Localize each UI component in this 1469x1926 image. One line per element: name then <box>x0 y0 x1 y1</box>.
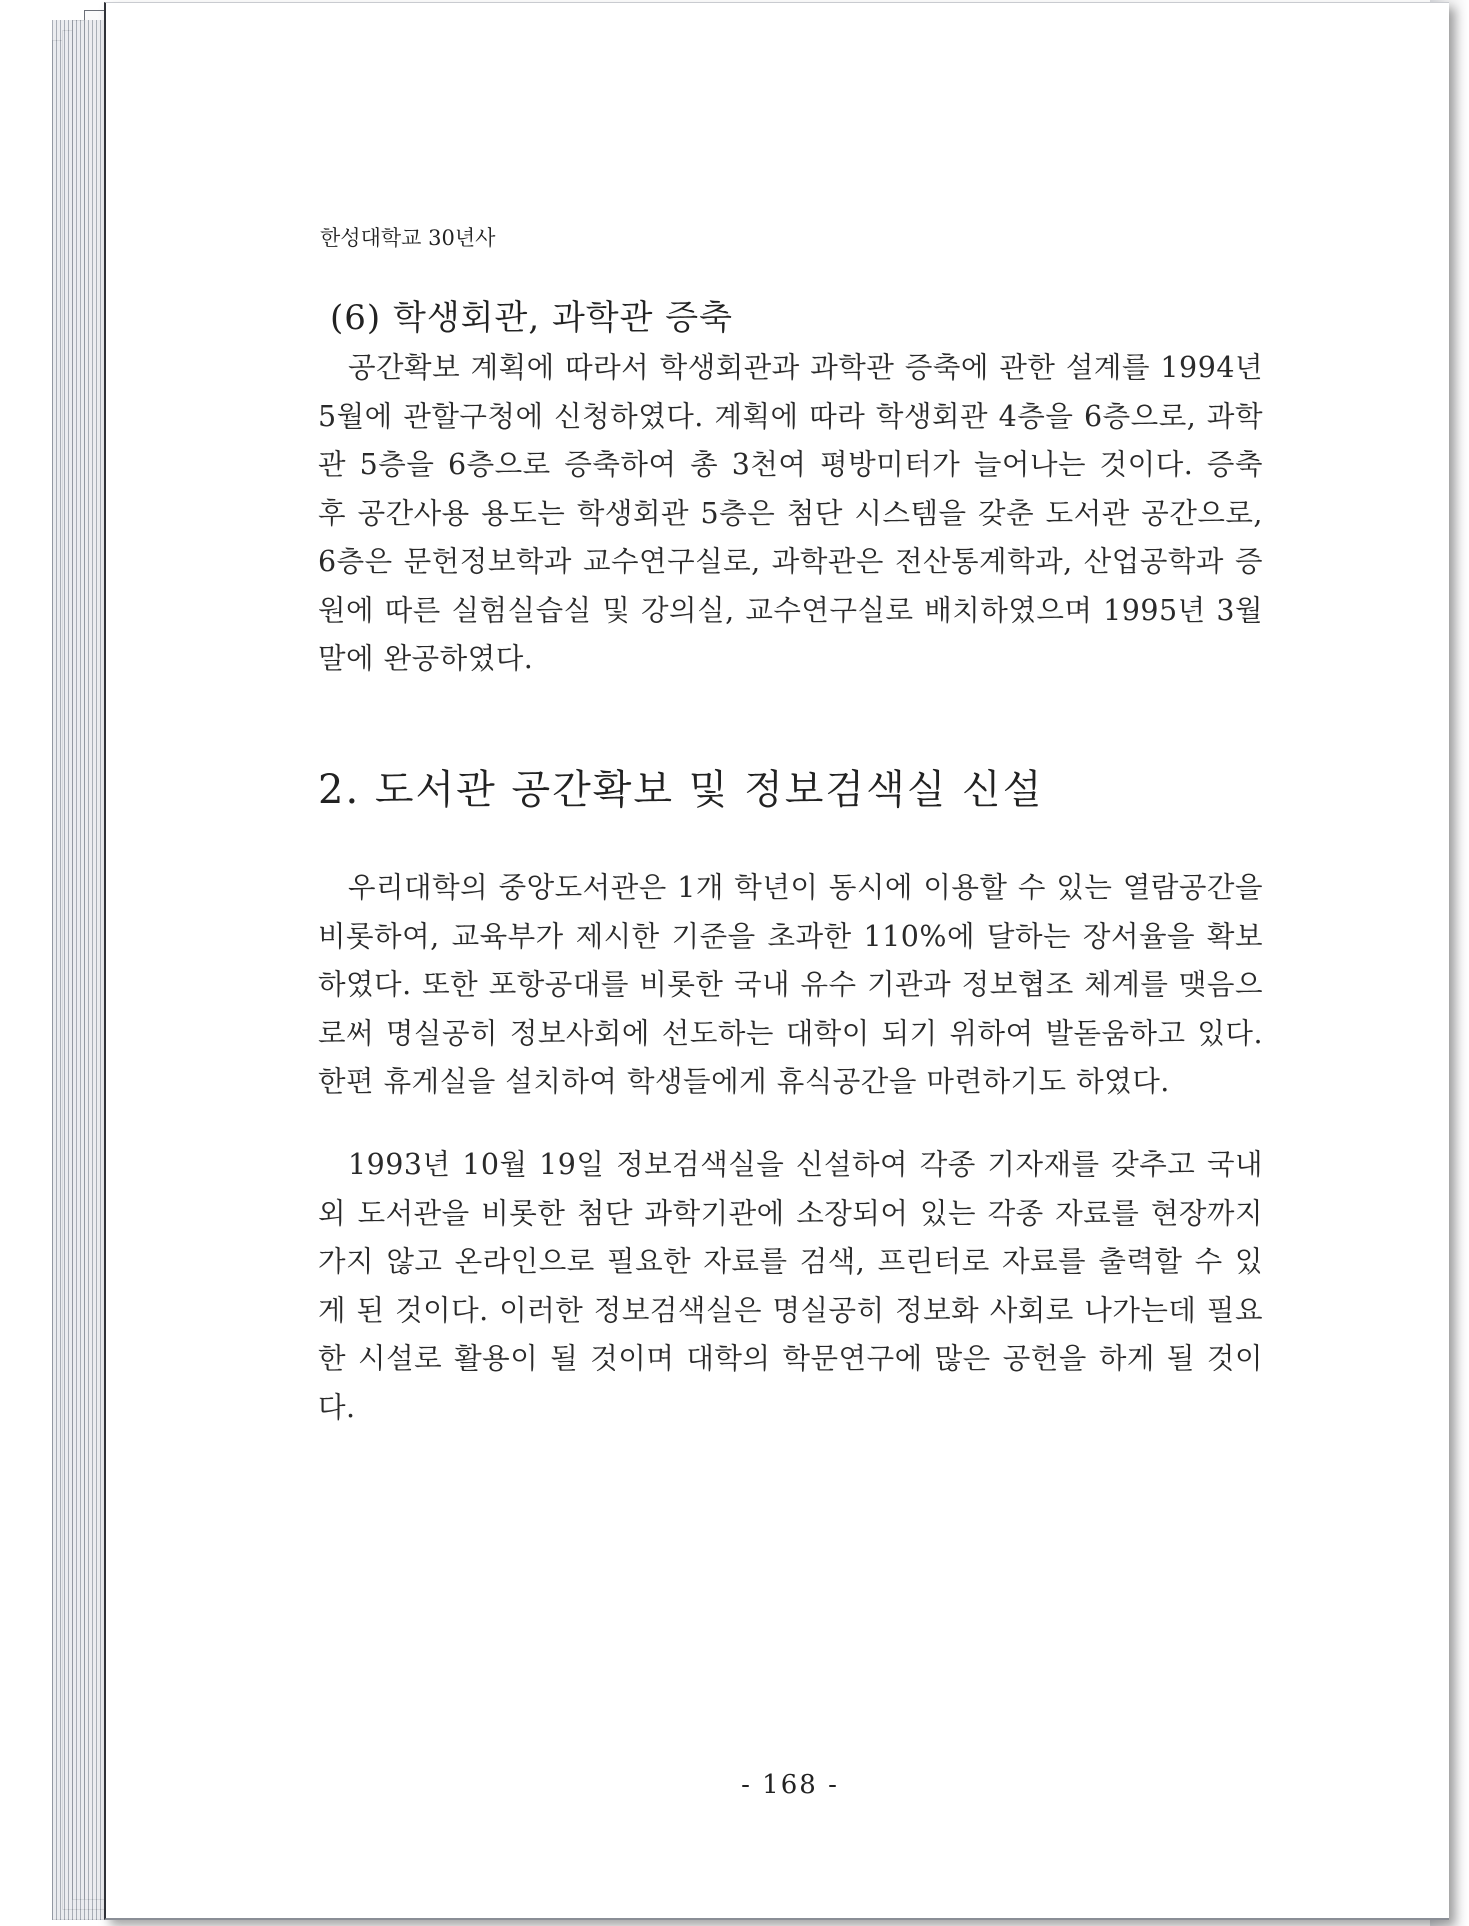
chapter-title: 2. 도서관 공간확보 및 정보검색실 신설 <box>318 767 1044 813</box>
chapter-paragraph-2: 1993년 10월 19일 정보검색실을 신설하여 각종 기자재를 갖추고 국내외 도서관을 비롯한 첨단 과학기관에 소장되어 있는 각종 자료를 현장까지 가지 않고 온라인으로 필요한 자료를 검색, 프린터로 자료를 출력할 수 있게 된 것이다. 이러한 정보검색실은 명실공히 정보화 사회로 나가는데 필요한 시설로 활용이 될 것이며 대학의 학문연구에 많은 공헌을 하게 될 것이다. <box>318 1148 1263 1424</box>
page-number: - 168 - <box>741 1770 839 1800</box>
section-paragraph: 공간확보 계획에 따라서 학생회관과 과학관 증축에 관한 설계를 1994년 5월에 관할구청에 신청하였다. 계획에 따라 학생회관 4층을 6층으로, 과학관 5층을 6층으로 증축하여 총 3천여 평방미터가 늘어나는 것이다. 증축 후 공간사용 용도는 학생회관 5층은 첨단 시스템을 갖춘 도서관 공간으로, 6층은 문헌정보학과 교수연구실로, 과학관은 전산통계학과, 산업공학과 증원에 따른 실험실습실 및 강의실, 교수연구실로 배치하였으며 1995년 3월말에 완공하였다. <box>318 351 1263 675</box>
chapter-paragraph-1: 우리대학의 중앙도서관은 1개 학년이 동시에 이용할 수 있는 열람공간을 비롯하여, 교육부가 제시한 기준을 초과한 110%에 달하는 장서율을 확보하였다. 또한 포항공대를 비롯한 국내 유수 기관과 정보협조 체계를 맺음으로써 명실공히 정보사회에 선도하는 대학이 되기 위하여 발돋움하고 있다. 한편 휴게실을 설치하여 학생들에게 휴식공간을 마련하기도 하였다. <box>318 871 1263 1098</box>
stacked-page-edges <box>52 20 104 1920</box>
running-head: 한성대학교 30년사 <box>320 226 496 250</box>
section-title: (6) 학생회관, 과학관 증축 <box>330 298 733 338</box>
